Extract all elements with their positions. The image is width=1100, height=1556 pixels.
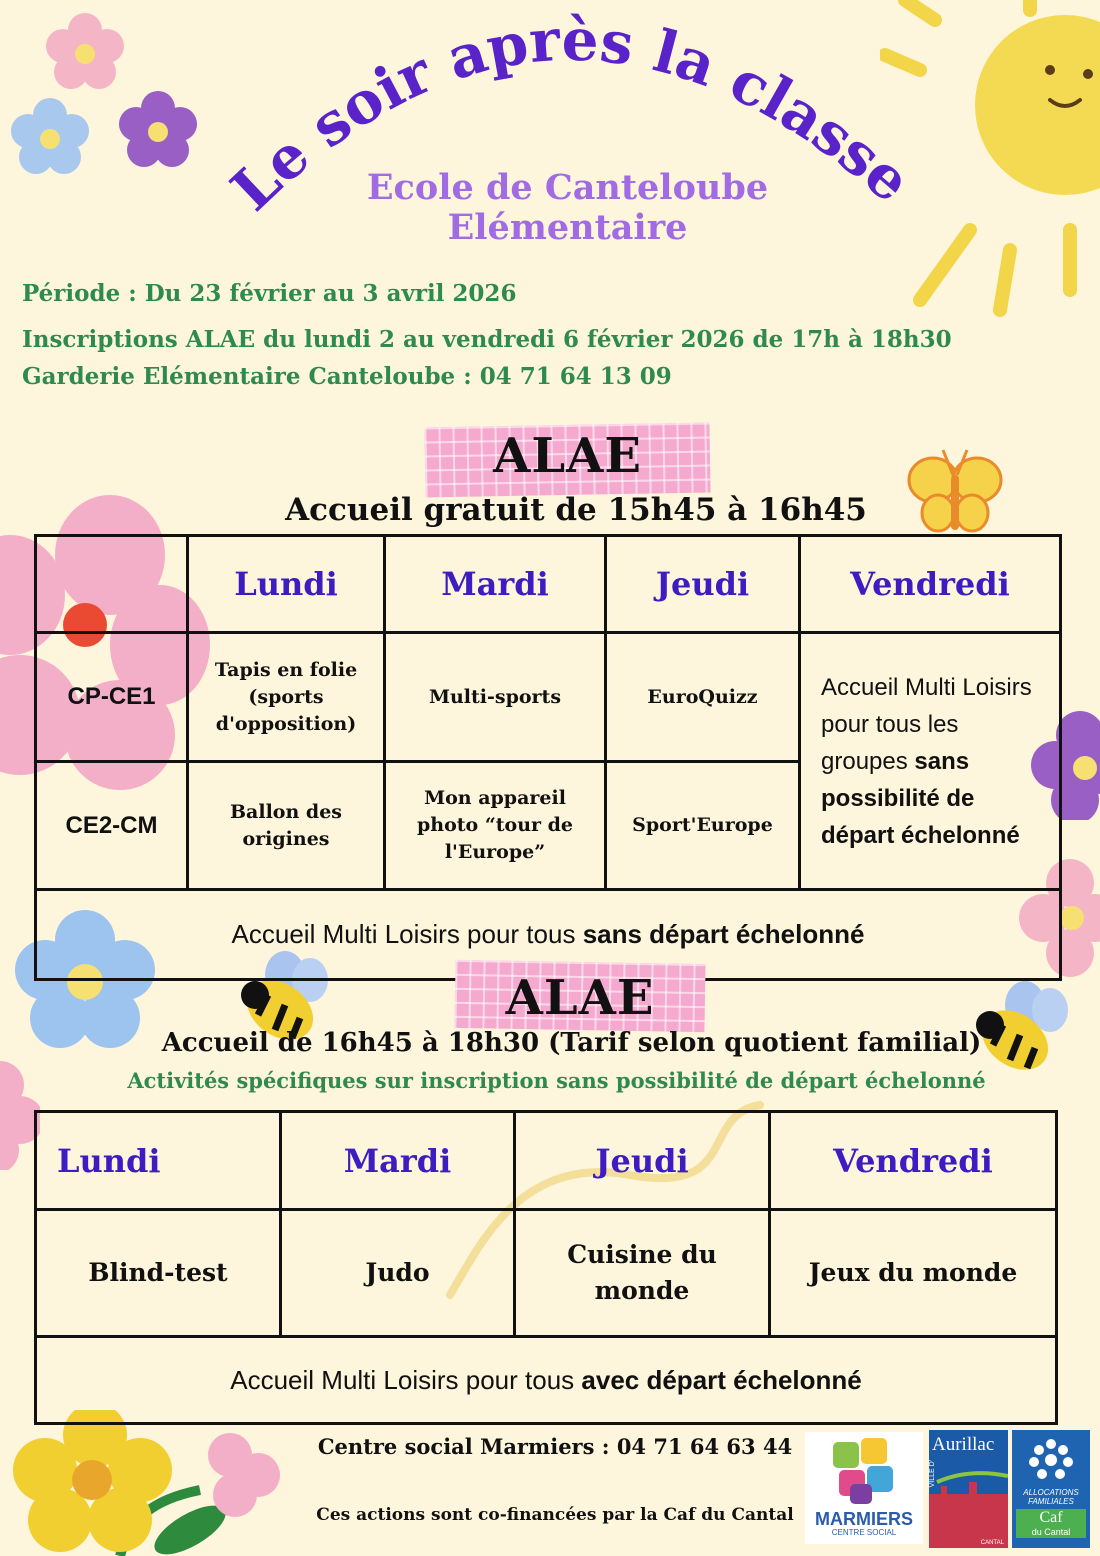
school-level: Elémentaire — [447, 207, 688, 248]
activity-cell: Blind-test — [36, 1210, 281, 1337]
friday-text: Accueil Multi Loisirs pour tous les groupes — [821, 673, 1032, 775]
table2-day-vendredi: Vendredi — [770, 1112, 1057, 1210]
table1-corner — [36, 536, 188, 633]
registration-text: Inscriptions ALAE du lundi 2 au vendredi 6 février 2026 de 17h à 18h30 — [22, 326, 952, 353]
caf-logo — [1012, 1430, 1090, 1548]
table1-day-lundi: Lundi — [188, 536, 385, 633]
activity-cell: Ballon des origines — [188, 762, 385, 890]
marmiers-logo — [805, 1432, 923, 1544]
table2-day-jeudi: Jeudi — [515, 1112, 770, 1210]
table1-footer-bold: sans départ échelonné — [582, 919, 865, 949]
caf-logo-line2: FAMILIALES — [1028, 1497, 1074, 1506]
marmiers-logo-sub: CENTRE SOCIAL — [831, 1528, 897, 1537]
alae-badge-1: ALAE — [493, 428, 642, 484]
schedule-table-2 — [34, 1110, 1058, 1425]
activity-cell: Judo — [281, 1210, 515, 1337]
page-title-text: Le soir après la classe — [218, 5, 924, 224]
activity-cell: Jeux du monde — [770, 1210, 1057, 1337]
activity-cell: Mon appareil photo “tour de l'Europe” — [385, 762, 606, 890]
section1-heading: Accueil gratuit de 15h45 à 16h45 — [285, 492, 867, 528]
table1-footer-text: Accueil Multi Loisirs pour tous — [231, 919, 576, 949]
flower-yellow-bottom-icon — [0, 1410, 280, 1556]
table2-footer-bold: avec départ échelonné — [581, 1364, 862, 1395]
caf-logo-name: Caf — [1039, 1509, 1063, 1526]
caf-people-icon — [1012, 1430, 1090, 1488]
period-text: Période : Du 23 février au 3 avril 2026 — [22, 280, 517, 307]
table1-day-mardi: Mardi — [385, 536, 606, 633]
daycare-phone-text: Garderie Elémentaire Canteloube : 04 71 64 13 09 — [22, 363, 672, 390]
activity-cell: Sport'Europe — [606, 762, 800, 890]
aurillac-logo-region: CANTAL — [980, 1540, 1004, 1546]
section2-subheading: Activités spécifiques sur inscription sans possibilité de départ échelonné — [127, 1068, 986, 1093]
section2-heading: Accueil de 16h45 à 18h30 (Tarif selon quotient familial) — [161, 1028, 982, 1058]
activity-cell: EuroQuizz — [606, 633, 800, 762]
caf-logo-sub: du Cantal — [1031, 1527, 1071, 1537]
alae-badge-2: ALAE — [505, 970, 655, 1026]
activity-cell: Multi-sports — [385, 633, 606, 762]
table1-day-vendredi: Vendredi — [800, 536, 1061, 633]
table2-day-lundi: Lundi — [36, 1112, 281, 1210]
table1-day-jeudi: Jeudi — [606, 536, 800, 633]
table2-footer — [36, 1337, 1057, 1424]
friday-text-bold: sans possibilité de départ échelonné — [821, 747, 1020, 849]
schedule-table-1 — [34, 534, 1062, 981]
contact-text: Centre social Marmiers : 04 71 64 63 44 — [317, 1434, 793, 1459]
aurillac-logo-name: Aurillac — [932, 1434, 995, 1455]
activity-cell: Tapis en folie (sports d'opposition) — [188, 633, 385, 762]
table2-footer-text: Accueil Multi Loisirs pour tous — [230, 1364, 575, 1395]
school-name: Ecole de Canteloube — [366, 167, 769, 208]
row-label-cp-ce1: CP-CE1 — [36, 633, 188, 762]
funding-text: Ces actions sont co-financées par la Caf du Cantal — [316, 1505, 794, 1525]
aurillac-town-icon — [929, 1464, 1008, 1548]
caf-logo-line1: ALLOCATIONS — [1023, 1488, 1079, 1497]
activity-cell: Cuisine du monde — [515, 1210, 770, 1337]
table2-day-mardi: Mardi — [281, 1112, 515, 1210]
row-label-ce2-cm: CE2-CM — [36, 762, 188, 890]
puzzle-icon — [805, 1432, 923, 1510]
aurillac-logo — [929, 1430, 1008, 1548]
friday-activity-cell — [800, 633, 1061, 890]
aurillac-logo-ville: VILLE D' — [929, 1460, 936, 1488]
marmiers-logo-name: MARMIERS — [815, 1509, 913, 1529]
